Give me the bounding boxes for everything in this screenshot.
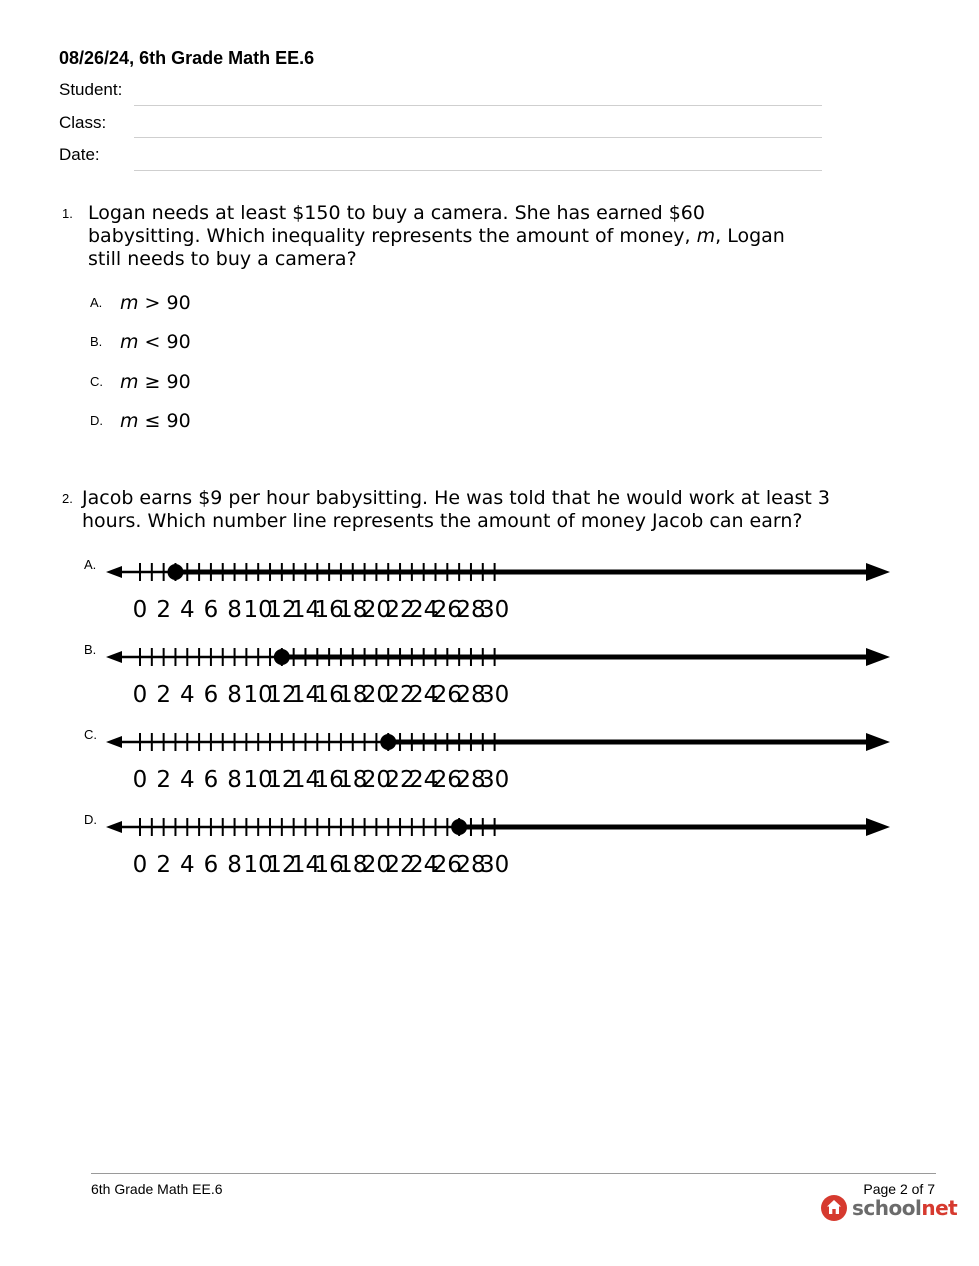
tick-label: 14 <box>290 597 321 623</box>
class-field[interactable] <box>134 137 822 138</box>
tick-label: 14 <box>290 852 321 878</box>
left-arrow-icon <box>106 821 122 833</box>
choice-1d-letter: D. <box>90 413 103 428</box>
tick-label: 18 <box>338 682 368 708</box>
student-label: Student: <box>59 80 123 99</box>
tick-label: 22 <box>385 682 415 708</box>
tick-label: 6 <box>203 597 219 623</box>
student-field[interactable] <box>134 105 822 106</box>
tick-label: 14 <box>290 682 321 708</box>
tick-label: 28 <box>456 682 486 708</box>
tick-label: 16 <box>314 682 344 708</box>
tick-label: 10 <box>243 682 273 708</box>
tick-label: 30 <box>479 597 510 623</box>
choice-1b[interactable]: m < 90 <box>120 331 191 353</box>
tick-label: 26 <box>432 767 462 793</box>
number-line-a[interactable] <box>100 555 900 623</box>
variable-m: m <box>696 225 716 247</box>
tick-label: 12 <box>267 767 297 793</box>
left-arrow-icon <box>106 736 122 748</box>
number-line-b[interactable] <box>100 640 900 708</box>
tick-label: 22 <box>385 597 415 623</box>
tick-label: 10 <box>243 597 273 623</box>
tick-label: 6 <box>203 852 219 878</box>
question-2-text <box>82 487 830 533</box>
tick-label: 0 <box>132 767 148 793</box>
question-2-line-2: hours. Which number line represents the amount of money Jacob can earn? <box>82 510 803 532</box>
footer-divider <box>91 1173 936 1174</box>
tick-label: 18 <box>338 852 368 878</box>
closed-point <box>274 649 290 665</box>
tick-label: 14 <box>290 767 321 793</box>
tick-label: 2 <box>156 767 171 793</box>
tick-label: 18 <box>338 597 368 623</box>
left-arrow-icon <box>106 566 122 578</box>
tick-label: 20 <box>361 682 392 708</box>
tick-label: 30 <box>479 852 510 878</box>
question-1-line-1: Logan needs at least $150 to buy a camera. She has earned $60 <box>88 202 705 224</box>
tick-label: 4 <box>179 852 195 878</box>
tick-label: 0 <box>132 682 148 708</box>
tick-label: 26 <box>432 597 462 623</box>
choice-1a[interactable]: m > 90 <box>120 292 191 314</box>
logo-text: schoolnet <box>852 1196 958 1220</box>
tick-label: 18 <box>338 767 368 793</box>
question-1-line-3: still needs to buy a camera? <box>88 248 357 270</box>
class-label: Class: <box>59 113 107 132</box>
choice-2c-letter: C. <box>84 727 97 742</box>
choice-2d-letter: D. <box>84 812 97 827</box>
tick-label: 24 <box>409 682 439 708</box>
house-icon <box>820 1194 848 1222</box>
closed-point <box>451 819 467 835</box>
tick-label: 26 <box>432 682 462 708</box>
tick-label: 16 <box>314 597 344 623</box>
tick-label: 28 <box>456 852 486 878</box>
page-number: Page 2 of 7 <box>863 1181 935 1197</box>
tick-label: 8 <box>227 682 242 708</box>
tick-label: 30 <box>479 767 510 793</box>
tick-label: 28 <box>456 597 486 623</box>
footer-title: 6th Grade Math EE.6 <box>91 1181 223 1197</box>
tick-label: 16 <box>314 767 344 793</box>
choice-1a-letter: A. <box>90 295 103 310</box>
tick-label: 10 <box>243 852 273 878</box>
tick-label: 24 <box>409 597 439 623</box>
date-field[interactable] <box>134 170 822 171</box>
tick-label: 20 <box>361 597 392 623</box>
choice-1c[interactable]: m ≥ 90 <box>120 371 191 393</box>
tick-label: 12 <box>267 597 297 623</box>
tick-label: 22 <box>385 852 415 878</box>
tick-label: 2 <box>156 852 171 878</box>
tick-label: 12 <box>267 682 297 708</box>
tick-label: 30 <box>479 682 510 708</box>
page-title: 08/26/24, 6th Grade Math EE.6 <box>59 48 315 68</box>
tick-label: 4 <box>179 682 195 708</box>
tick-label: 0 <box>132 852 148 878</box>
schoolnet-logo <box>820 1193 957 1223</box>
choice-1b-letter: B. <box>90 334 103 349</box>
left-arrow-icon <box>106 651 122 663</box>
choice-1d[interactable]: m ≤ 90 <box>120 410 191 432</box>
tick-label: 10 <box>243 767 273 793</box>
tick-label: 24 <box>409 767 439 793</box>
number-line-c[interactable] <box>100 725 900 793</box>
tick-label: 8 <box>227 767 242 793</box>
question-2-number: 2. <box>62 491 73 506</box>
closed-point <box>167 564 183 580</box>
choice-1c-letter: C. <box>90 374 103 389</box>
choice-2b-letter: B. <box>84 642 97 657</box>
tick-label: 16 <box>314 852 344 878</box>
question-2-line-1: Jacob earns $9 per hour babysitting. He was told that he would work at least 3 <box>82 487 830 509</box>
tick-label: 8 <box>227 852 242 878</box>
tick-label: 0 <box>132 597 148 623</box>
question-1-number: 1. <box>62 206 73 221</box>
tick-label: 20 <box>361 767 392 793</box>
tick-label: 2 <box>156 597 171 623</box>
tick-label: 6 <box>203 682 219 708</box>
question-1-line-2: babysitting. Which inequality represents the amount of money, m, Logan <box>88 225 785 247</box>
tick-label: 8 <box>227 597 242 623</box>
closed-point <box>380 734 396 750</box>
choice-2a-letter: A. <box>84 557 97 572</box>
tick-label: 2 <box>156 682 171 708</box>
tick-label: 22 <box>385 767 415 793</box>
number-line-d[interactable] <box>100 810 900 878</box>
tick-label: 28 <box>456 767 486 793</box>
tick-label: 6 <box>203 767 219 793</box>
tick-label: 12 <box>267 852 297 878</box>
question-1-text <box>88 202 785 271</box>
tick-label: 24 <box>409 852 439 878</box>
tick-label: 4 <box>179 597 195 623</box>
tick-label: 4 <box>179 767 195 793</box>
date-label: Date: <box>59 145 100 164</box>
tick-label: 26 <box>432 852 462 878</box>
tick-label: 20 <box>361 852 392 878</box>
